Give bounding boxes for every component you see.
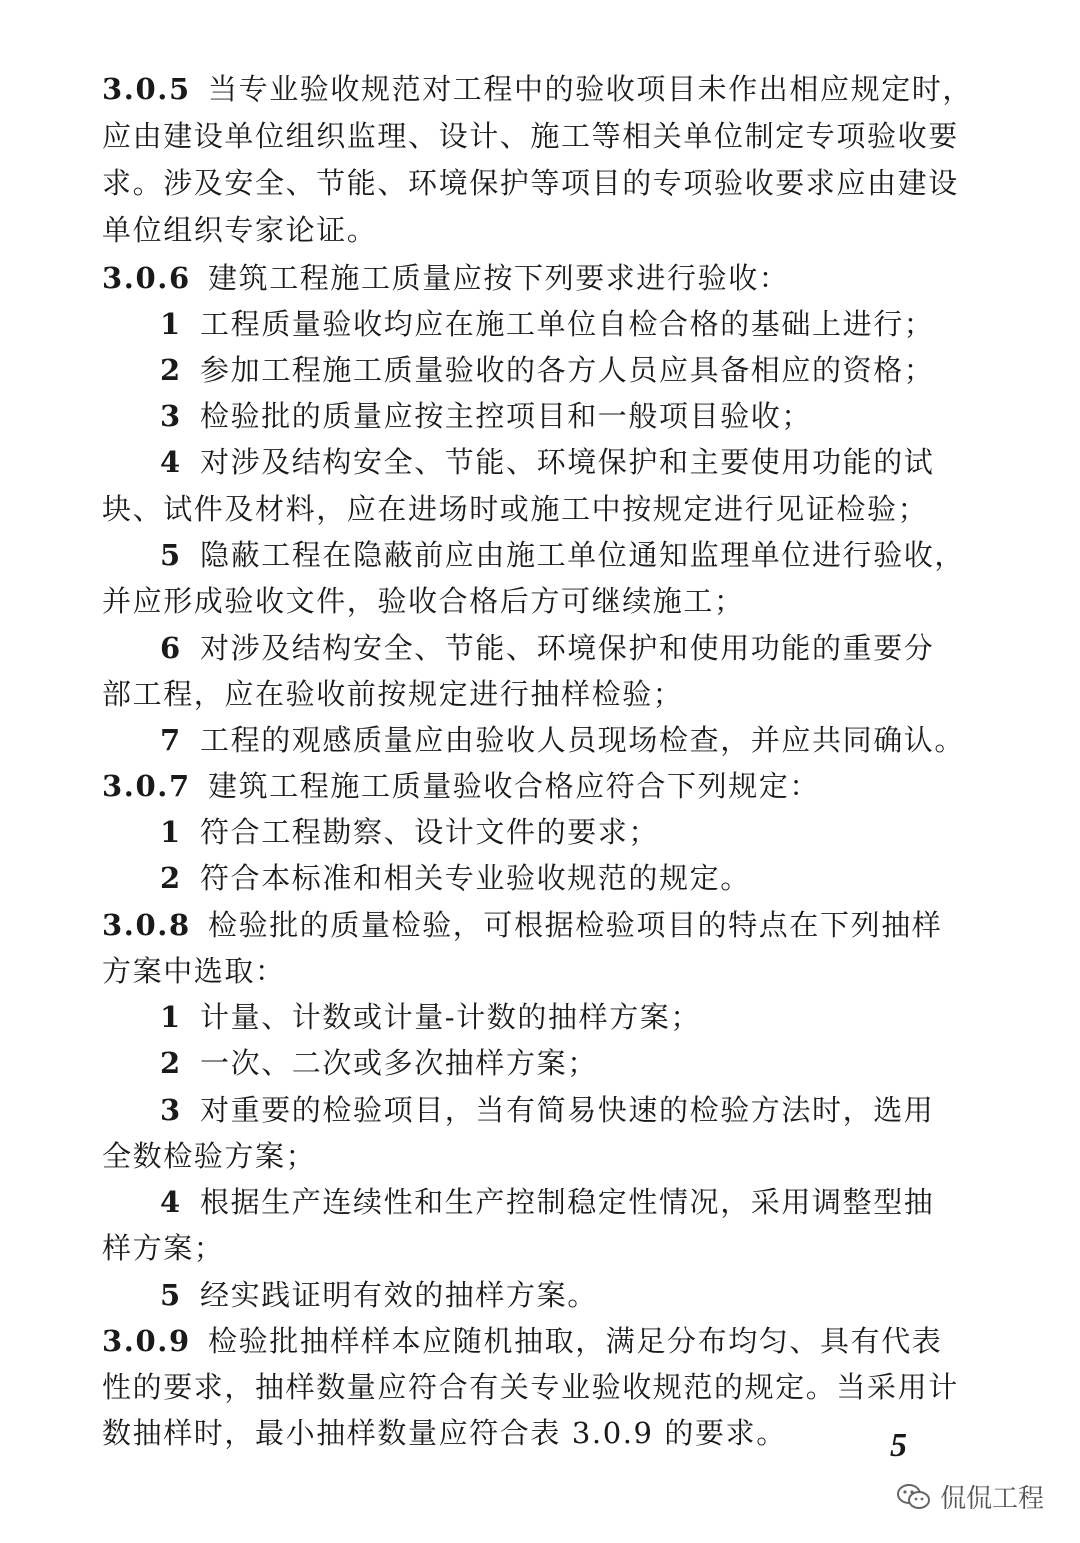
- item-number: 4: [160, 445, 182, 479]
- line-text: 建筑工程施工质量验收合格应符合下列规定：: [208, 769, 821, 803]
- text-line: [160, 1093, 934, 1127]
- item-number: 1: [160, 1000, 182, 1034]
- text-line: [160, 861, 751, 895]
- line-text: 方案中选取：: [102, 954, 286, 988]
- text-line: [160, 815, 659, 849]
- line-text: 应由建设单位组织监理、设计、施工等相关单位制定专项验收要: [102, 119, 959, 153]
- page-number: 5: [890, 1427, 907, 1464]
- line-text: 符合工程勘察、设计文件的要求；: [200, 815, 660, 849]
- text-line: [102, 1324, 942, 1358]
- text-line: [160, 1046, 598, 1080]
- text-line: [102, 677, 683, 711]
- line-text: 工程的观感质量应由验收人员现场检查，并应共同确认。: [200, 723, 966, 757]
- item-number: 2: [160, 861, 182, 895]
- watermark-text: 侃侃工程: [940, 1484, 1045, 1514]
- text-line: [160, 1185, 934, 1219]
- text-line: [102, 1370, 959, 1404]
- item-number: 1: [160, 815, 182, 849]
- line-text: 隐蔽工程在隐蔽前应由施工单位通知监理单位进行验收，: [200, 538, 966, 572]
- text-line: [160, 631, 934, 665]
- line-text: 建筑工程施工质量应按下列要求进行验收：: [208, 261, 790, 295]
- item-number: 2: [160, 1046, 182, 1080]
- item-number: 1: [160, 307, 182, 341]
- line-text: 对涉及结构安全、节能、环境保护和使用功能的重要分: [200, 631, 935, 665]
- text-line: [102, 1231, 224, 1265]
- line-text: 并应形成验收文件，验收合格后方可继续施工；: [102, 584, 745, 618]
- text-line: [102, 1139, 316, 1173]
- text-line: [102, 119, 959, 153]
- wechat-icon: [896, 1482, 932, 1512]
- item-number: 3: [160, 1093, 182, 1127]
- text-line: [160, 1000, 701, 1034]
- item-number: 7: [160, 723, 182, 757]
- line-text: 性的要求，抽样数量应符合有关专业验收规范的规定。当采用计: [102, 1370, 959, 1404]
- text-line: [160, 353, 934, 387]
- text-line: [102, 584, 745, 618]
- item-number: 5: [160, 538, 182, 572]
- line-text: 块、试件及材料，应在进场时或施工中按规定进行见证检验；: [102, 492, 929, 526]
- text-line: [102, 72, 973, 106]
- line-text: 符合本标准和相关专业验收规范的规定。: [200, 861, 751, 895]
- line-text: 对涉及结构安全、节能、环境保护和主要使用功能的试: [200, 445, 935, 479]
- watermark: [896, 1478, 1044, 1515]
- text-line: [160, 399, 812, 433]
- line-text: 根据生产连续性和生产控制稳定性情况，采用调整型抽: [200, 1185, 935, 1219]
- text-line: [160, 1278, 598, 1312]
- line-text: 对重要的检验项目，当有简易快速的检验方法时，选用: [200, 1093, 935, 1127]
- line-text: 样方案；: [102, 1231, 225, 1265]
- text-line: [102, 166, 959, 200]
- line-text: 检验批抽样样本应随机抽取，满足分布均匀、具有代表: [208, 1324, 943, 1358]
- line-text: 当专业验收规范对工程中的验收项目未作出相应规定时，: [208, 72, 974, 106]
- line-text: 单位组织专家论证。: [102, 213, 378, 247]
- clause-number: 3.0.9: [102, 1324, 191, 1358]
- clause-number: 3.0.5: [102, 72, 191, 106]
- line-text: 计量、计数或计量-计数的抽样方案；: [200, 1000, 701, 1034]
- line-text: 检验批的质量检验，可根据检验项目的特点在下列抽样: [208, 908, 943, 942]
- line-text: 工程质量验收均应在施工单位自检合格的基础上进行；: [200, 307, 935, 341]
- clause-number: 3.0.7: [102, 769, 191, 803]
- line-text: 部工程，应在验收前按规定进行抽样检验；: [102, 677, 684, 711]
- text-line: [160, 445, 934, 479]
- line-text: 求。涉及安全、节能、环境保护等项目的专项验收要求应由建设: [102, 166, 959, 200]
- text-line: [160, 538, 965, 572]
- text-line: [102, 261, 789, 295]
- line-text: 数抽样时，最小抽样数量应符合表 3.0.9 的要求。: [102, 1416, 787, 1450]
- line-text: 参加工程施工质量验收的各方人员应具备相应的资格；: [200, 353, 935, 387]
- text-line: [102, 908, 942, 942]
- clause-number: 3.0.6: [102, 261, 191, 295]
- text-line: [160, 307, 934, 341]
- item-number: 4: [160, 1185, 182, 1219]
- item-number: 5: [160, 1278, 182, 1312]
- clause-number: 3.0.8: [102, 908, 191, 942]
- text-line: [102, 1416, 787, 1450]
- item-number: 2: [160, 353, 182, 387]
- line-text: 全数检验方案；: [102, 1139, 317, 1173]
- line-text: 检验批的质量应按主控项目和一般项目验收；: [200, 399, 813, 433]
- item-number: 3: [160, 399, 182, 433]
- item-number: 6: [160, 631, 182, 665]
- text-line: [160, 723, 965, 757]
- text-line: [102, 492, 928, 526]
- line-text: 经实践证明有效的抽样方案。: [200, 1278, 598, 1312]
- text-line: [102, 769, 820, 803]
- text-line: [102, 954, 286, 988]
- text-line: [102, 213, 377, 247]
- line-text: 一次、二次或多次抽样方案；: [200, 1046, 598, 1080]
